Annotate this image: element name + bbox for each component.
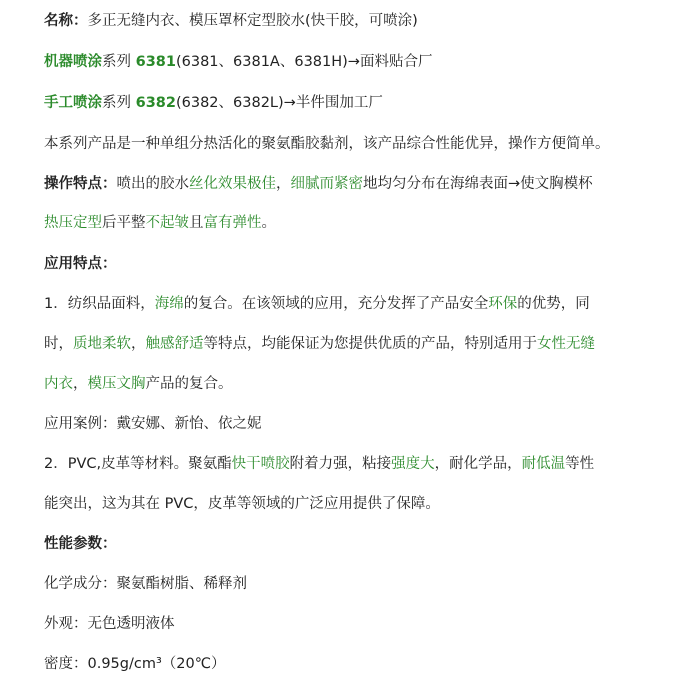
application-1-line-1 bbox=[44, 294, 590, 314]
operation-highlight: 细腻而紧密 bbox=[290, 176, 363, 192]
app1-text: 的复合。在该领域的应用，充分发挥了产品安全 bbox=[183, 296, 489, 312]
app2-text: ，耐化学品， bbox=[434, 456, 522, 472]
app1-text: ， bbox=[73, 376, 88, 392]
operation-highlight: 热压定型 bbox=[44, 215, 102, 231]
series1-method: 机器喷涂 bbox=[44, 54, 102, 70]
application-cases: 应用案例：戴安娜、新怡、依之妮 bbox=[44, 416, 262, 432]
operation-line-1 bbox=[44, 174, 593, 194]
chemical-composition: 化学成分：聚氨酯树脂、稀释剂 bbox=[44, 576, 247, 592]
operation-highlight: 丝化效果极佳 bbox=[189, 176, 276, 192]
operation-text: 喷出的胶水 bbox=[116, 176, 189, 192]
app1-highlight: 模压文胸 bbox=[87, 376, 146, 392]
series2-word: 系列 bbox=[102, 95, 136, 111]
series1-code: 6381 bbox=[135, 54, 176, 70]
operation-text: ， bbox=[276, 176, 291, 192]
series-6382-line bbox=[44, 93, 383, 113]
application-2-line-2: 能突出，这为其在 PVC，皮革等领域的广泛应用提供了保障。 bbox=[44, 496, 440, 512]
series-6381-line bbox=[44, 52, 432, 72]
app2-text: 等性 bbox=[565, 456, 595, 472]
operation-highlight: 富有弹性 bbox=[203, 215, 262, 231]
app1-text: 等特点，均能保证为您提供优质的产品，特别适用于 bbox=[203, 336, 537, 352]
app1-text: 产品的复合。 bbox=[145, 376, 233, 392]
series2-detail: (6382、6382L)→半件围加工厂 bbox=[175, 95, 383, 111]
operation-text: 后平整 bbox=[102, 215, 146, 231]
operation-highlight: 不起皱 bbox=[145, 215, 189, 231]
application-2-line-1 bbox=[44, 454, 594, 474]
operation-text: 且 bbox=[189, 215, 204, 231]
app1-highlight: 触感舒适 bbox=[145, 336, 204, 352]
application-1-line-3 bbox=[44, 374, 233, 394]
name-label: 名称： bbox=[44, 13, 88, 29]
product-name-line bbox=[44, 11, 418, 31]
app2-highlight: 快干喷胶 bbox=[231, 456, 290, 472]
app2-highlight: 耐低温 bbox=[521, 456, 566, 472]
application-heading: 应用特点： bbox=[44, 256, 117, 272]
app1-highlight: 女性无缝 bbox=[537, 336, 595, 352]
operation-text: 。 bbox=[261, 215, 276, 231]
app2-highlight: 强度大 bbox=[391, 456, 435, 472]
app1-text: ， bbox=[131, 336, 146, 352]
series1-word: 系列 bbox=[102, 54, 136, 70]
app1-highlight: 环保 bbox=[488, 296, 518, 312]
app1-highlight: 质地柔软 bbox=[73, 336, 131, 352]
performance-heading: 性能参数： bbox=[44, 536, 117, 552]
app1-text: 的优势，同 bbox=[517, 296, 590, 312]
series1-detail: (6381、6381A、6381H)→面料贴合厂 bbox=[175, 54, 433, 70]
density: 密度：0.95g/cm³（20℃） bbox=[44, 656, 226, 672]
application-1-line-2 bbox=[44, 334, 595, 354]
app1-highlight: 海绵 bbox=[154, 296, 184, 312]
name-value: 多正无缝内衣、模压罩杯定型胶水(快干胶，可喷涂) bbox=[87, 13, 418, 29]
appearance: 外观：无色透明液体 bbox=[44, 616, 175, 632]
operation-label: 操作特点： bbox=[44, 176, 117, 192]
app2-text: 附着力强，粘接 bbox=[289, 456, 392, 472]
operation-text: 地均匀分布在海绵表面→使文胸模杯 bbox=[363, 176, 593, 192]
app1-highlight: 内衣 bbox=[44, 376, 73, 392]
operation-line-2 bbox=[44, 213, 276, 233]
series2-code: 6382 bbox=[135, 95, 176, 111]
intro-paragraph: 本系列产品是一种单组分热活化的聚氨酯胶黏剂，该产品综合性能优异，操作方便简单。 bbox=[44, 136, 610, 152]
app1-text: 1．纺织品面料， bbox=[44, 296, 155, 312]
app2-text: 2．PVC,皮革等材料。聚氨酯 bbox=[44, 456, 232, 472]
series2-method: 手工喷涂 bbox=[44, 95, 102, 111]
app1-text: 时， bbox=[44, 336, 73, 352]
